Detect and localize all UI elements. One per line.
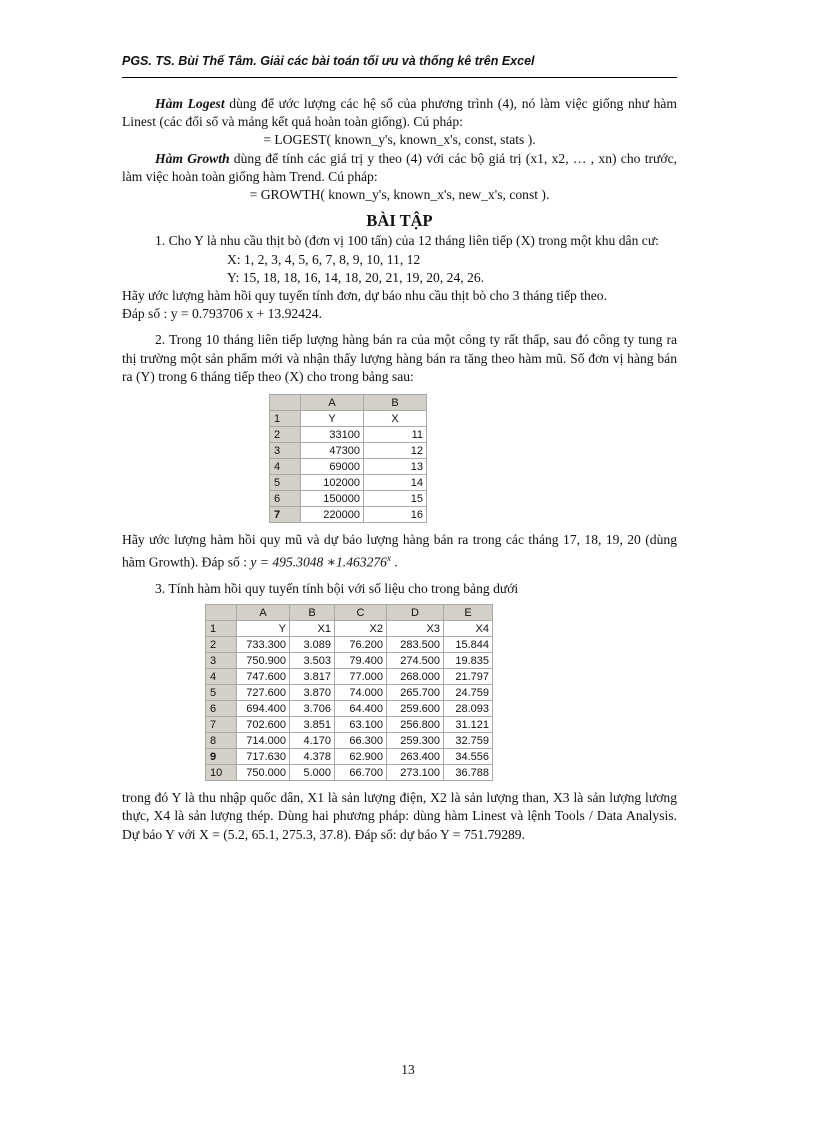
sheet-cell[interactable]: 259.300: [387, 733, 444, 749]
sheet-cell[interactable]: 3.851: [290, 717, 335, 733]
sheet-cell[interactable]: 12: [364, 443, 427, 459]
column-header[interactable]: A: [301, 395, 364, 411]
ex1-intro: 1. Cho Y là nhu cầu thịt bò (đơn vị 100 tấn) của 12 tháng liên tiếp (X) trong một khu dân cư:: [155, 233, 659, 249]
sheet-cell[interactable]: 74.000: [335, 685, 387, 701]
sheet-cell[interactable]: 28.093: [444, 701, 493, 717]
ex2-question: [122, 531, 677, 572]
sheet-row: [206, 685, 493, 701]
row-header[interactable]: 5: [270, 475, 301, 491]
sheet-cell[interactable]: Y: [301, 411, 364, 427]
logest-text: dùng để ước lượng các hệ số của phương trình (4), nó làm việc giống như hàm Linest (các đối số và mảng kết quả hoàn toàn giống). Cú pháp:: [122, 96, 678, 130]
sheet-row: [206, 765, 493, 781]
logest-term: Hàm Logest: [155, 96, 225, 111]
sheet-cell[interactable]: 256.800: [387, 717, 444, 733]
sheet-row: [270, 411, 427, 427]
ex3-intro: 3. Tính hàm hồi quy tuyến tính bội với số liệu cho trong bảng dưới: [155, 580, 519, 596]
sheet-cell[interactable]: 19.835: [444, 653, 493, 669]
sheet-cell[interactable]: 263.400: [387, 749, 444, 765]
ex2-spreadsheet: [269, 394, 427, 523]
row-header[interactable]: 1: [206, 621, 237, 637]
row-header[interactable]: 2: [206, 637, 237, 653]
sheet-row: [206, 621, 493, 637]
ex2-question-text: Hãy ước lượng hàm hồi quy mũ và dự báo lượng hàng bán ra trong các tháng 17, 18, 19, 20 (dùng hàm Growth). Đáp số :: [122, 532, 677, 570]
logest-syntax: = LOGEST( known_y's, known_x's, const, stats ).: [263, 132, 536, 148]
sheet-cell[interactable]: 15.844: [444, 637, 493, 653]
row-header[interactable]: 7: [206, 717, 237, 733]
row-header[interactable]: 10: [206, 765, 237, 781]
sheet-row: [270, 443, 427, 459]
sheet-row: [206, 653, 493, 669]
sheet-cell[interactable]: 220000: [301, 507, 364, 523]
sheet-row: [206, 733, 493, 749]
page-body: [122, 95, 677, 844]
row-header[interactable]: 1: [270, 411, 301, 427]
sheet-cell[interactable]: X4: [444, 621, 493, 637]
row-header[interactable]: 3: [206, 653, 237, 669]
row-header[interactable]: 7: [270, 507, 301, 523]
sheet-cell[interactable]: 727.600: [237, 685, 290, 701]
sheet-cell[interactable]: 274.500: [387, 653, 444, 669]
row-header[interactable]: 2: [270, 427, 301, 443]
sheet-cell[interactable]: 33100: [301, 427, 364, 443]
sheet-cell[interactable]: 77.000: [335, 669, 387, 685]
exercises-heading: BÀI TẬP: [366, 211, 433, 231]
sheet-cell[interactable]: 268.000: [387, 669, 444, 685]
row-header[interactable]: 4: [270, 459, 301, 475]
sheet-cell[interactable]: 4.170: [290, 733, 335, 749]
page-number: 13: [401, 1062, 415, 1077]
ex3-spreadsheet: [205, 604, 493, 781]
sheet-row: [206, 637, 493, 653]
sheet-cell[interactable]: 66.300: [335, 733, 387, 749]
sheet-cell[interactable]: 3.870: [290, 685, 335, 701]
sheet-cell[interactable]: 13: [364, 459, 427, 475]
sheet-cell[interactable]: 32.759: [444, 733, 493, 749]
sheet-cell[interactable]: 69000: [301, 459, 364, 475]
header-rule: [122, 77, 677, 78]
ex2-formula: y = 495.3048 ∗1.463276: [250, 554, 387, 570]
column-header[interactable]: B: [290, 605, 335, 621]
sheet-cell[interactable]: 714.000: [237, 733, 290, 749]
sheet-row: [270, 427, 427, 443]
ex1-x-values: X: 1, 2, 3, 4, 5, 6, 7, 8, 9, 10, 11, 12: [227, 251, 421, 267]
sheet-row: [270, 507, 427, 523]
sheet-cell[interactable]: 694.400: [237, 701, 290, 717]
sheet-row: [206, 701, 493, 717]
sheet-cell[interactable]: 66.700: [335, 765, 387, 781]
sheet-cell[interactable]: 3.817: [290, 669, 335, 685]
sheet-row: [270, 475, 427, 491]
sheet-cell[interactable]: 14: [364, 475, 427, 491]
sheet-cell[interactable]: 15: [364, 491, 427, 507]
sheet-cell[interactable]: Y: [237, 621, 290, 637]
sheet-cell[interactable]: 750.000: [237, 765, 290, 781]
sheet-cell[interactable]: 62.900: [335, 749, 387, 765]
ex1-question: Hãy ước lượng hàm hồi quy tuyến tính đơn, dự báo nhu cầu thịt bò cho 3 tháng tiếp theo.: [122, 288, 608, 304]
sheet-row: [270, 491, 427, 507]
sheet-cell[interactable]: 63.100: [335, 717, 387, 733]
sheet-row: [206, 669, 493, 685]
sheet-cell[interactable]: 31.121: [444, 717, 493, 733]
sheet-row: [206, 717, 493, 733]
ex1-y-values: Y: 15, 18, 18, 16, 14, 18, 20, 21, 19, 20, 24, 26.: [227, 269, 485, 285]
row-header[interactable]: 9: [206, 749, 237, 765]
sheet-cell[interactable]: 11: [364, 427, 427, 443]
sheet-cell[interactable]: 16: [364, 507, 427, 523]
sheet-row: [270, 459, 427, 475]
sheet-cell[interactable]: 717.630: [237, 749, 290, 765]
corner-cell[interactable]: [270, 395, 301, 411]
sheet-cell[interactable]: 750.900: [237, 653, 290, 669]
sheet-cell[interactable]: 259.600: [387, 701, 444, 717]
sheet-cell[interactable]: 4.378: [290, 749, 335, 765]
ex3-description: trong đó Y là thu nhập quốc dân, X1 là sản lượng điện, X2 là sản lượng than, X3 là sản lượng lương thực, X4 là sản lượng thép. Dùng hai phương pháp: dùng hàm Linest và lệnh Tools / Data Analysis. Dự báo Y với X = (5.2, 65.1, 275.3, 37.8). Đáp số: dự báo Y = 751.79289.: [122, 790, 677, 842]
column-header-row: [206, 605, 493, 621]
sheet-cell[interactable]: 79.400: [335, 653, 387, 669]
sheet-cell[interactable]: 3.089: [290, 637, 335, 653]
sheet-cell[interactable]: 3.503: [290, 653, 335, 669]
sheet-cell[interactable]: 76.200: [335, 637, 387, 653]
sheet-cell[interactable]: 273.100: [387, 765, 444, 781]
sheet-cell[interactable]: 747.600: [237, 669, 290, 685]
ex2-formula-exponent: x: [386, 553, 391, 564]
growth-syntax: = GROWTH( known_y's, known_x's, new_x's, const ).: [249, 187, 550, 203]
ex2-formula-end: .: [390, 554, 398, 570]
row-header[interactable]: 6: [270, 491, 301, 507]
growth-paragraph: [122, 150, 677, 186]
growth-term: Hàm Growth: [155, 150, 230, 166]
sheet-cell[interactable]: 733.300: [237, 637, 290, 653]
sheet-cell[interactable]: 265.700: [387, 685, 444, 701]
sheet-cell[interactable]: X3: [387, 621, 444, 637]
sheet-cell[interactable]: 21.797: [444, 669, 493, 685]
sheet-cell[interactable]: X: [364, 411, 427, 427]
column-header[interactable]: A: [237, 605, 290, 621]
sheet-cell[interactable]: 34.556: [444, 749, 493, 765]
column-header-row: [270, 395, 427, 411]
sheet-cell[interactable]: 47300: [301, 443, 364, 459]
sheet-cell[interactable]: 3.706: [290, 701, 335, 717]
column-header[interactable]: E: [444, 605, 493, 621]
growth-text: dùng để tính các giá trị y theo (4) với các bộ giá trị (x1, x2, … , xn) cho trước, làm việc hoàn toàn giống hàm Trend. Cú pháp:: [122, 150, 677, 184]
sheet-cell[interactable]: 102000: [301, 475, 364, 491]
sheet-cell[interactable]: 150000: [301, 491, 364, 507]
sheet-cell[interactable]: 702.600: [237, 717, 290, 733]
row-header[interactable]: 4: [206, 669, 237, 685]
sheet-row: [206, 749, 493, 765]
logest-paragraph: [122, 95, 677, 131]
ex1-answer: Đáp số : y = 0.793706 x + 13.92424.: [122, 306, 322, 322]
row-header[interactable]: 6: [206, 701, 237, 717]
sheet-cell[interactable]: 64.400: [335, 701, 387, 717]
sheet-cell[interactable]: X2: [335, 621, 387, 637]
sheet-cell[interactable]: 5.000: [290, 765, 335, 781]
corner-cell[interactable]: [206, 605, 237, 621]
sheet-cell[interactable]: 36.788: [444, 765, 493, 781]
row-header[interactable]: 8: [206, 733, 237, 749]
sheet-cell[interactable]: X1: [290, 621, 335, 637]
column-header[interactable]: C: [335, 605, 387, 621]
sheet-cell[interactable]: 283.500: [387, 637, 444, 653]
row-header[interactable]: 5: [206, 685, 237, 701]
row-header[interactable]: 3: [270, 443, 301, 459]
column-header[interactable]: B: [364, 395, 427, 411]
sheet-cell[interactable]: 24.759: [444, 685, 493, 701]
column-header[interactable]: D: [387, 605, 444, 621]
ex2-intro: 2. Trong 10 tháng liên tiếp lượng hàng bán ra của một công ty rất thấp, sau đó công ty tung ra thị trường một sản phẩm mới và nhận thấy lượng hàng bán ra tăng theo hàm mũ. Số đơn vị hàng bán ra (Y) trong 6 tháng tiếp theo (X) cho trong bảng sau:: [122, 332, 677, 384]
page-header: PGS. TS. Bùi Thế Tâm. Giải các bài toán tối ưu và thống kê trên Excel: [122, 54, 535, 68]
